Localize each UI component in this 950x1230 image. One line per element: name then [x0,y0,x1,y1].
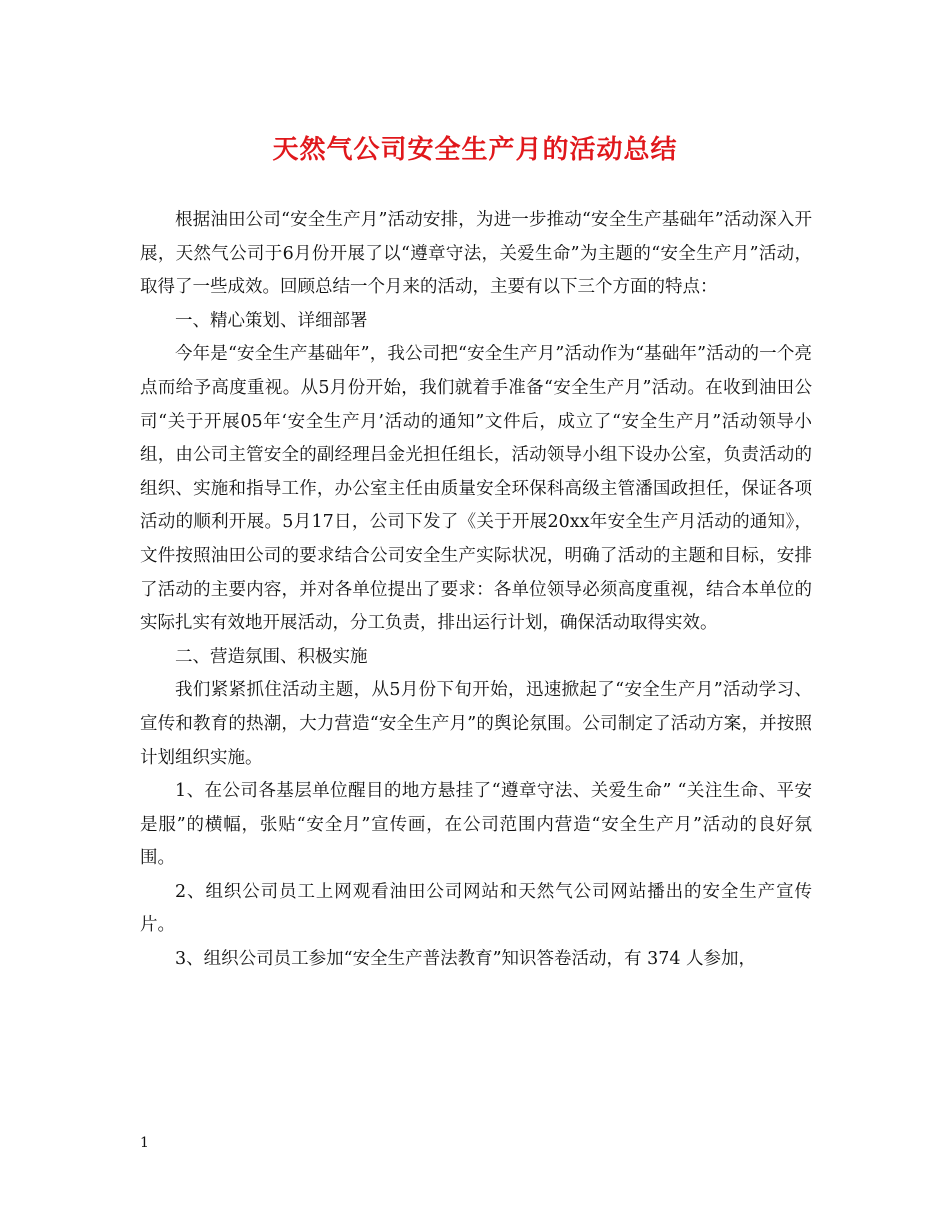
list-item-2: 2、组织公司员工上网观看油田公司网站和天然气公司网站播出的安全生产宣传片。 [140,881,812,936]
list-item-1: 1、在公司各基层单位醒目的地方悬挂了“遵章守法、关爱生命” “关注生命、平安是服”的横幅，张贴“安全月”宣传画，在公司范围内营造“安全生产月”活动的良好氛围。 [140,781,812,869]
section-heading-1: 一、精心策划、详细部署 [175,310,368,331]
paragraph-section-2: 我们紧紧抓住活动主题，从5月份下旬开始，迅速掀起了“安全生产月”活动学习、宣传和教育的热潮，大力营造“安全生产月”的舆论氛围。公司制定了活动方案，并按照计划组织实施。 [140,680,812,768]
paragraph-intro: 根据油田公司“安全生产月”活动安排，为进一步推动“安全生产基础年”活动深入开展，天然气公司于6月份开展了以“遵章守法，关爱生命”为主题的“安全生产月”活动，取得了一些成效。回顾总结一个月来的活动，主要有以下三个方面的特点： [140,210,812,298]
list-item-3: 3、组织公司员工参加“安全生产普法教育”知识答卷活动，有 374 人参加， [175,949,757,970]
page-number: 1 [140,1135,149,1151]
document-title: 天然气公司安全生产月的活动总结 [272,135,678,165]
paragraph-section-1: 今年是“安全生产基础年”，我公司把“安全生产月”活动作为“基础年”活动的一个亮点而给予高度重视。从5月份开始，我们就着手准备“安全生产月”活动。在收到油田公司“关于开展05年‘安全生产月’活动的通知”文件后，成立了“安全生产月”活动领导小组，由公司主管安全的副经理吕金光担任组长，活动领导小组下设办公室，负责活动的组织、实施和指导工作，办公室主任由质量安全环保科高级主管潘国政担任，保证各项活动的顺利开展。5月17日，公司下发了《关于开展20xx年安全生产月活动的通知》，文件按照油田公司的要求结合公司安全生产实际状况，明确了活动的主题和目标，安排了活动的主要内容，并对各单位提出了要求：各单位领导必须高度重视，结合本单位的实际扎实有效地开展活动，分工负责，排出运行计划，确保活动取得实效。 [140,344,812,634]
document-body [140,204,812,977]
section-heading-2: 二、营造氛围、积极实施 [175,646,368,667]
